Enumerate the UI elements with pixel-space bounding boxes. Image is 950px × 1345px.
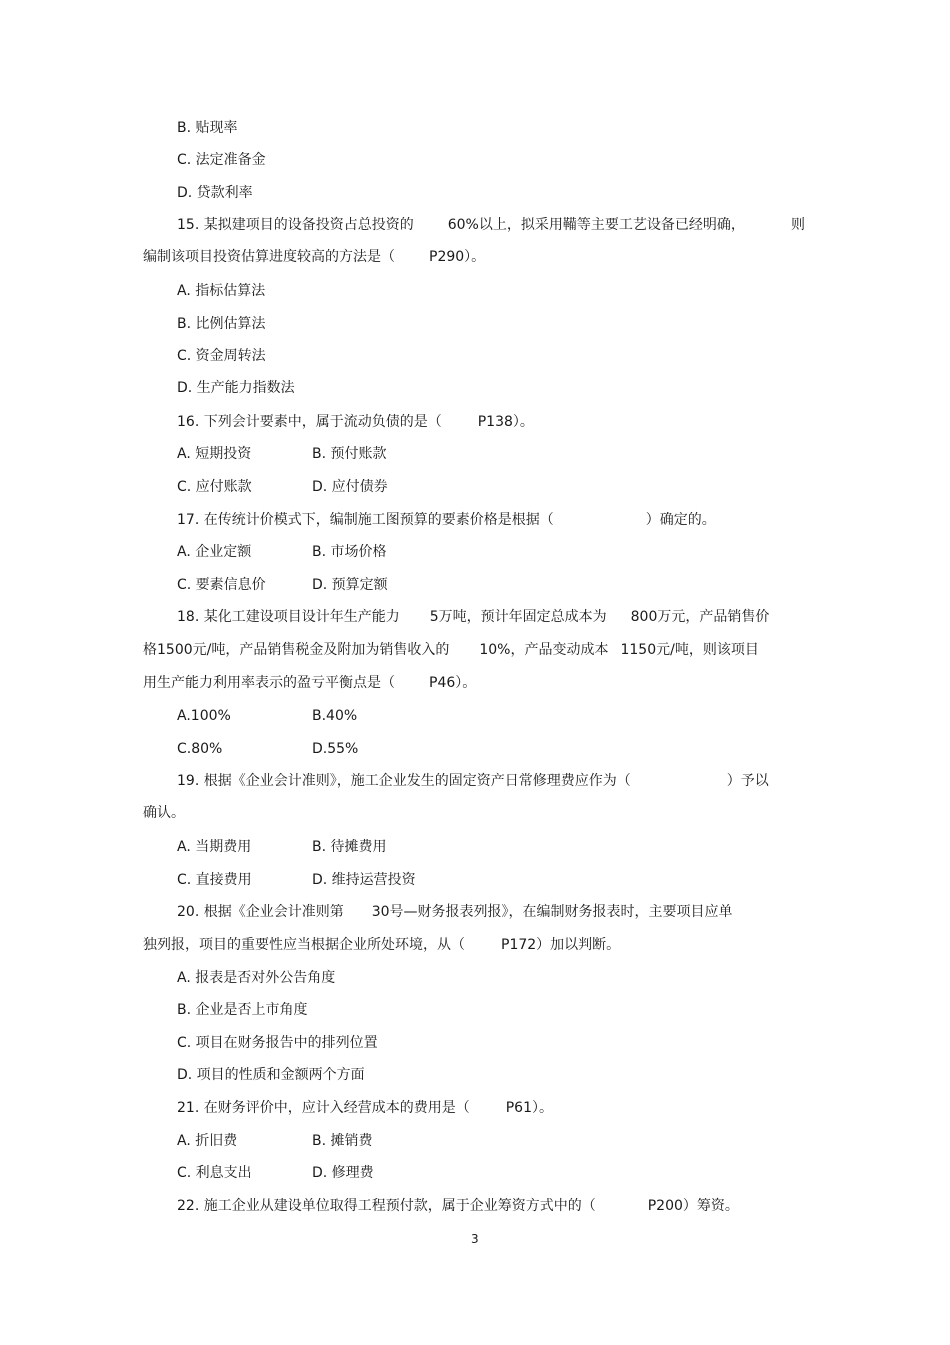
option-d: D. 应付债券 bbox=[312, 479, 388, 495]
question-16-source: P138）。 bbox=[477, 414, 534, 430]
option-c: C. 法定准备金 bbox=[177, 152, 266, 168]
question-18-line-3 bbox=[143, 673, 476, 693]
option-a: A. 报表是否对外公告角度 bbox=[177, 970, 336, 986]
question-20-text: 30号—财务报表列报》，在编制财务报表时，主要项目应单 bbox=[371, 904, 733, 920]
option-b: B.40% bbox=[312, 708, 358, 724]
question-15-line-2 bbox=[143, 247, 485, 267]
question-22 bbox=[177, 1196, 739, 1216]
question-20-text: 独列报，项目的重要性应当根据企业所处环境，从（ bbox=[143, 937, 465, 953]
option-b: B. 贴现率 bbox=[177, 120, 238, 136]
option-c: C. 利息支出 bbox=[177, 1165, 252, 1181]
question-20-line-2 bbox=[143, 935, 620, 955]
question-17-text: ）确定的。 bbox=[645, 512, 716, 528]
option-a: A. 企业定额 bbox=[177, 544, 252, 560]
question-19-text: 确认。 bbox=[143, 805, 185, 821]
question-15-text: 15. 某拟建项目的设备投资占总投资的 bbox=[177, 217, 414, 233]
question-20-text: 20. 根据《企业会计准则第 bbox=[177, 904, 344, 920]
question-17 bbox=[177, 510, 716, 530]
option-b: B. 企业是否上市角度 bbox=[177, 1002, 308, 1018]
option-c: C. 应付账款 bbox=[177, 479, 252, 495]
question-15-source: P290）。 bbox=[429, 249, 486, 265]
question-15-text: 编制该项目投资估算进度较高的方法是（ bbox=[143, 249, 395, 265]
question-18-text: 5万吨，预计年固定总成本为 bbox=[429, 609, 607, 625]
option-a: A. 折旧费 bbox=[177, 1133, 238, 1149]
option-d: D. 修理费 bbox=[312, 1165, 374, 1181]
option-d: D. 项目的性质和金额两个方面 bbox=[177, 1067, 365, 1083]
option-b: B. 预付账款 bbox=[312, 446, 387, 462]
option-d: D. 维持运营投资 bbox=[312, 872, 416, 888]
question-16-text: 16. 下列会计要素中，属于流动负债的是（ bbox=[177, 414, 442, 430]
question-20-source: P172）加以判断。 bbox=[501, 937, 621, 953]
question-18-line-2 bbox=[143, 640, 759, 660]
option-d: D. 贷款利率 bbox=[177, 185, 253, 201]
option-b: B. 市场价格 bbox=[312, 544, 387, 560]
question-20-line-1 bbox=[177, 902, 733, 922]
question-15-text: 则 bbox=[791, 217, 805, 233]
option-a: A.100% bbox=[177, 708, 231, 724]
option-b: B. 待摊费用 bbox=[312, 839, 387, 855]
question-15-text: 60%以上，拟采用鞴等主要工艺设备已经明确， bbox=[447, 217, 745, 233]
option-c: C. 要素信息价 bbox=[177, 577, 266, 593]
page-number: 3 bbox=[471, 1232, 479, 1246]
option-d: D. 生产能力指数法 bbox=[177, 380, 295, 396]
option-a: A. 指标估算法 bbox=[177, 283, 266, 299]
option-a: A. 当期费用 bbox=[177, 839, 252, 855]
option-b: B. 比例估算法 bbox=[177, 316, 266, 332]
question-22-text: 22. 施工企业从建设单位取得工程预付款，属于企业筹资方式中的（ bbox=[177, 1198, 596, 1214]
question-18-text: 10%，产品变动成本 bbox=[479, 642, 609, 658]
option-c: C.80% bbox=[177, 741, 223, 757]
option-b: B. 摊销费 bbox=[312, 1133, 373, 1149]
question-18-text: 800万元，产品销售价 bbox=[630, 609, 770, 625]
option-d: D.55% bbox=[312, 741, 359, 757]
question-18-line-1 bbox=[177, 607, 769, 627]
question-17-text: 17. 在传统计价模式下，编制施工图预算的要素价格是根据（ bbox=[177, 512, 554, 528]
question-15-line-1 bbox=[177, 215, 745, 235]
question-22-source: P200）筹资。 bbox=[647, 1198, 739, 1214]
option-c: C. 直接费用 bbox=[177, 872, 252, 888]
question-18-text: 1150元/吨，则该项目 bbox=[620, 642, 759, 658]
question-21-text: 21. 在财务评价中，应计入经营成本的费用是（ bbox=[177, 1100, 470, 1116]
question-16 bbox=[177, 412, 534, 432]
question-18-text: 用生产能力利用率表示的盈亏平衡点是（ bbox=[143, 675, 395, 691]
question-18-text: 18. 某化工建设项目设计年生产能力 bbox=[177, 609, 400, 625]
option-c: C. 项目在财务报告中的排列位置 bbox=[177, 1035, 378, 1051]
question-19-line-1 bbox=[177, 771, 769, 791]
question-19-text: 19. 根据《企业会计准则》，施工企业发生的固定资产日常修理费应作为（ bbox=[177, 773, 631, 789]
question-18-source: P46）。 bbox=[429, 675, 477, 691]
option-c: C. 资金周转法 bbox=[177, 348, 266, 364]
question-21-source: P61）。 bbox=[505, 1100, 553, 1116]
option-a: A. 短期投资 bbox=[177, 446, 252, 462]
option-d: D. 预算定额 bbox=[312, 577, 388, 593]
question-18-text: 格1500元/吨，产品销售税金及附加为销售收入的 bbox=[143, 642, 450, 658]
question-19-text: ）予以 bbox=[726, 773, 769, 789]
question-21 bbox=[177, 1098, 553, 1118]
